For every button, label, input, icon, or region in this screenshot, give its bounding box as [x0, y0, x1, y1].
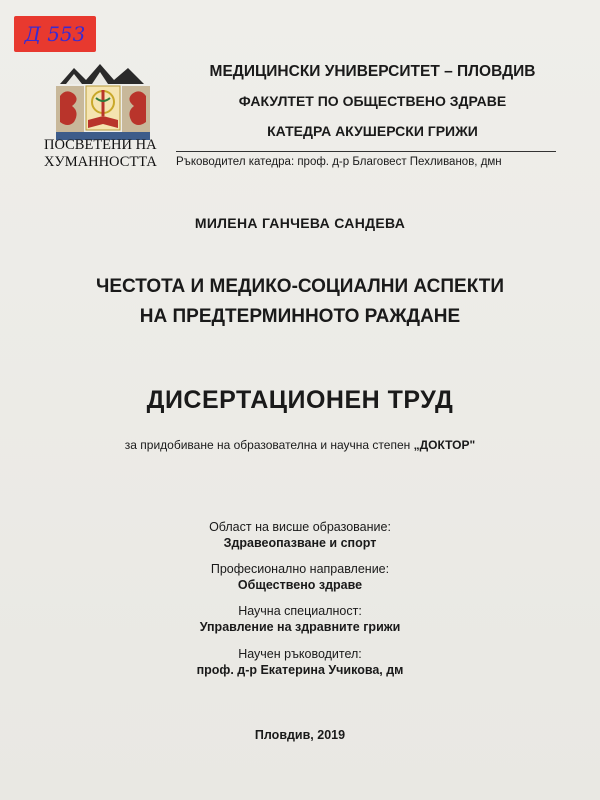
department-name: КАТЕДРА АКУШЕРСКИ ГРИЖИ [267, 123, 478, 139]
university-motto [44, 137, 174, 171]
specialty-value: Управление на здравните грижи [199, 620, 401, 634]
direction-value: Обществено здраве [237, 578, 363, 592]
document-type: ДИСЕРТАЦИОНЕН ТРУД [146, 386, 454, 414]
faculty-name: ФАКУЛТЕТ ПО ОБЩЕСТВЕНО ЗДРАВЕ [238, 93, 507, 109]
supervisor-label: Научен ръководител: [238, 647, 362, 661]
supervisor-value: проф. д-р Екатерина Учикова, дм [196, 663, 404, 677]
motto-line-1: ПОСВЕТЕНИ НА [44, 137, 157, 153]
head-of-department: Ръководител катедра: проф. д-р Благовест Пехливанов, дмн [176, 156, 502, 168]
direction-label: Професионално направление: [210, 562, 390, 576]
university-logo [52, 62, 162, 142]
field-area [0, 520, 600, 550]
header-divider [176, 151, 556, 152]
specialty-label: Научна специалност: [238, 604, 362, 618]
university-name: МЕДИЦИНСКИ УНИВЕРСИТЕТ – ПЛОВДИВ [209, 63, 536, 80]
field-specialty [0, 604, 600, 634]
title-line-1: ЧЕСТОТА И МЕДИКО-СОЦИАЛНИ АСПЕКТИ [95, 276, 505, 297]
city-and-year: Пловдив, 2019 [254, 728, 346, 742]
logo-emblem-icon [52, 62, 162, 142]
degree-text: за придобиване на образователна и научна степен [124, 438, 414, 452]
field-supervisor [0, 647, 600, 677]
author-name: МИЛЕНА ГАНЧЕВА САНДЕВА [194, 215, 406, 231]
motto-line-2: ХУМАННОСТТА [44, 154, 157, 170]
degree-statement [0, 438, 600, 452]
area-label: Област на висше образование: [209, 520, 391, 534]
library-stamp [14, 16, 96, 52]
field-direction [0, 562, 600, 592]
title-line-2: НА ПРЕДТЕРМИННОТО РАЖДАНЕ [139, 306, 461, 327]
dissertation-title [0, 272, 600, 332]
area-value: Здравеопазване и спорт [223, 536, 377, 550]
stamp-text: Д 553 [24, 22, 86, 46]
degree-name: „ДОКТОР" [413, 438, 476, 452]
